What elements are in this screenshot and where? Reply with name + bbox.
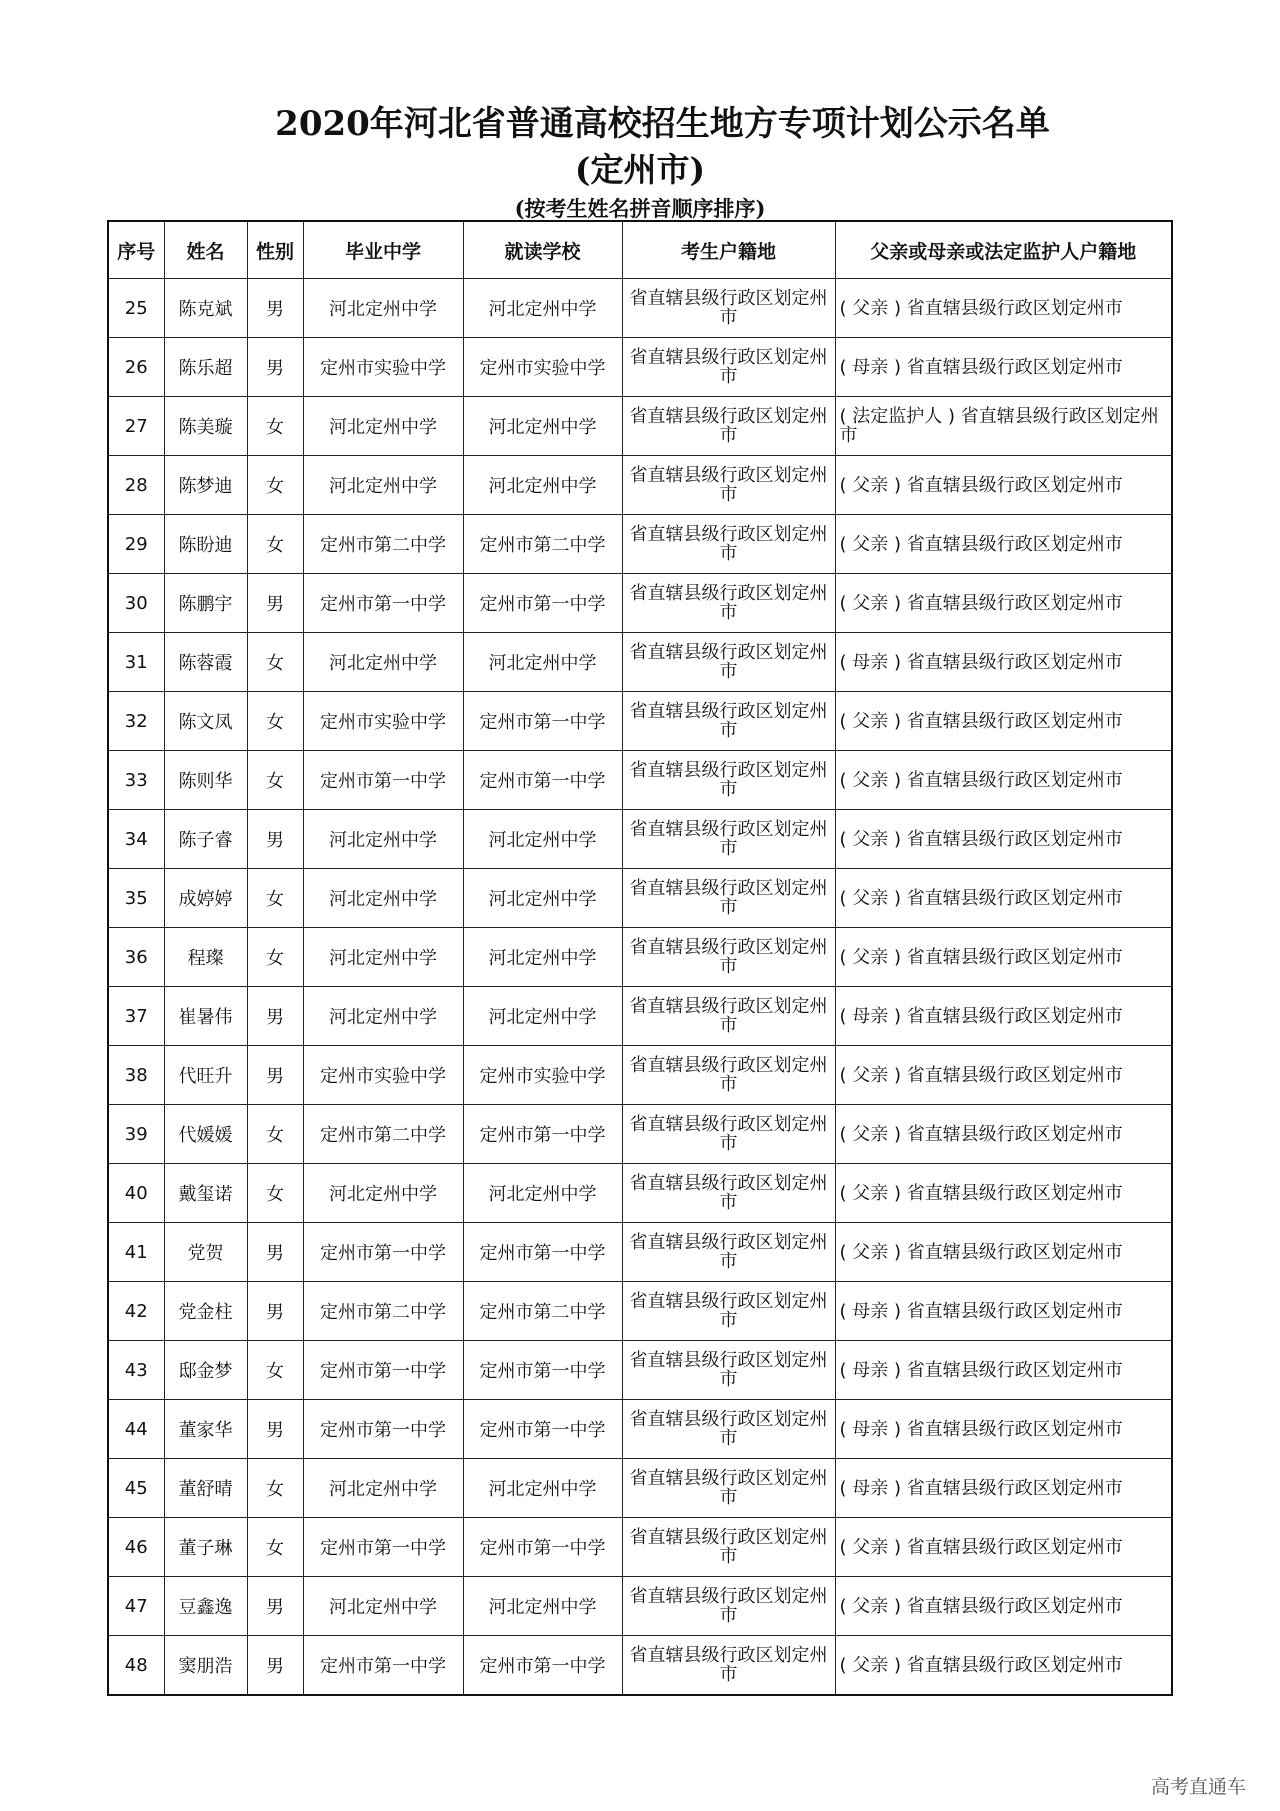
table-row [108,692,1172,751]
cell-graduation-school: 河北定州中学 [303,810,463,869]
cell-name: 邸金梦 [164,1341,247,1400]
cell-index: 41 [108,1223,164,1282]
cell-guardian-residence: ( 母亲 ) 省直辖县级行政区划定州市 [835,633,1172,692]
table-row [108,1518,1172,1577]
cell-student-residence: 省直辖县级行政区划定州市 [622,1518,835,1577]
cell-index: 27 [108,397,164,456]
cell-guardian-residence: ( 父亲 ) 省直辖县级行政区划定州市 [835,1164,1172,1223]
table-row [108,987,1172,1046]
cell-graduation-school: 河北定州中学 [303,1577,463,1636]
cell-student-residence: 省直辖县级行政区划定州市 [622,751,835,810]
cell-student-residence: 省直辖县级行政区划定州市 [622,1341,835,1400]
cell-guardian-residence: ( 父亲 ) 省直辖县级行政区划定州市 [835,1636,1172,1696]
cell-gender: 女 [247,869,303,928]
cell-name: 陈盼迪 [164,515,247,574]
table-row [108,456,1172,515]
cell-guardian-residence: ( 父亲 ) 省直辖县级行政区划定州市 [835,1046,1172,1105]
cell-guardian-residence: ( 父亲 ) 省直辖县级行政区划定州市 [835,1577,1172,1636]
cell-graduation-school: 定州市第一中学 [303,1341,463,1400]
sort-note: (按考生姓名拼音顺序排序) [514,196,766,221]
cell-student-residence: 省直辖县级行政区划定州市 [622,456,835,515]
cell-name: 崔暑伟 [164,987,247,1046]
cell-graduation-school: 河北定州中学 [303,397,463,456]
cell-name: 董舒晴 [164,1459,247,1518]
cell-guardian-residence: ( 父亲 ) 省直辖县级行政区划定州市 [835,456,1172,515]
cell-current-school: 河北定州中学 [463,869,622,928]
table-row [108,1223,1172,1282]
cell-gender: 女 [247,928,303,987]
cell-guardian-residence: ( 父亲 ) 省直辖县级行政区划定州市 [835,810,1172,869]
cell-name: 陈克斌 [164,279,247,338]
cell-guardian-residence: ( 父亲 ) 省直辖县级行政区划定州市 [835,574,1172,633]
cell-current-school: 定州市实验中学 [463,1046,622,1105]
watermark: 高考直通车 [1150,1776,1246,1798]
header-row [108,221,1172,279]
cell-index: 29 [108,515,164,574]
cell-index: 37 [108,987,164,1046]
cell-current-school: 河北定州中学 [463,1164,622,1223]
cell-gender: 女 [247,1459,303,1518]
cell-name: 成婷婷 [164,869,247,928]
cell-current-school: 河北定州中学 [463,1577,622,1636]
cell-guardian-residence: ( 父亲 ) 省直辖县级行政区划定州市 [835,1518,1172,1577]
table-row [108,1105,1172,1164]
cell-student-residence: 省直辖县级行政区划定州市 [622,574,835,633]
cell-guardian-residence: ( 父亲 ) 省直辖县级行政区划定州市 [835,751,1172,810]
cell-index: 39 [108,1105,164,1164]
cell-index: 34 [108,810,164,869]
header-current-school: 就读学校 [463,221,622,279]
table-row [108,751,1172,810]
cell-index: 31 [108,633,164,692]
cell-guardian-residence: ( 母亲 ) 省直辖县级行政区划定州市 [835,1282,1172,1341]
cell-gender: 男 [247,279,303,338]
cell-guardian-residence: ( 父亲 ) 省直辖县级行政区划定州市 [835,692,1172,751]
cell-current-school: 定州市第一中学 [463,1518,622,1577]
cell-gender: 女 [247,692,303,751]
cell-gender: 女 [247,1164,303,1223]
header-index: 序号 [108,221,164,279]
header-graduation-school: 毕业中学 [303,221,463,279]
cell-student-residence: 省直辖县级行政区划定州市 [622,692,835,751]
cell-gender: 男 [247,338,303,397]
header-student-residence: 考生户籍地 [622,221,835,279]
cell-student-residence: 省直辖县级行政区划定州市 [622,397,835,456]
table-row [108,515,1172,574]
cell-guardian-residence: ( 父亲 ) 省直辖县级行政区划定州市 [835,1223,1172,1282]
cell-name: 陈文凤 [164,692,247,751]
cell-index: 43 [108,1341,164,1400]
cell-current-school: 定州市第一中学 [463,692,622,751]
cell-guardian-residence: ( 父亲 ) 省直辖县级行政区划定州市 [835,279,1172,338]
cell-index: 32 [108,692,164,751]
cell-graduation-school: 定州市第一中学 [303,574,463,633]
cell-student-residence: 省直辖县级行政区划定州市 [622,1459,835,1518]
cell-graduation-school: 河北定州中学 [303,869,463,928]
cell-name: 党金柱 [164,1282,247,1341]
cell-index: 44 [108,1400,164,1459]
table-row [108,1400,1172,1459]
cell-gender: 男 [247,1400,303,1459]
cell-name: 陈鹏宇 [164,574,247,633]
cell-student-residence: 省直辖县级行政区划定州市 [622,1400,835,1459]
table-body [108,279,1172,1696]
cell-name: 陈乐超 [164,338,247,397]
cell-name: 戴玺诺 [164,1164,247,1223]
cell-index: 36 [108,928,164,987]
cell-gender: 男 [247,1636,303,1696]
table-row [108,869,1172,928]
cell-guardian-residence: ( 母亲 ) 省直辖县级行政区划定州市 [835,1400,1172,1459]
cell-index: 38 [108,1046,164,1105]
cell-index: 42 [108,1282,164,1341]
cell-index: 48 [108,1636,164,1696]
cell-name: 党贺 [164,1223,247,1282]
cell-student-residence: 省直辖县级行政区划定州市 [622,1636,835,1696]
table-row [108,928,1172,987]
table-row [108,574,1172,633]
cell-index: 30 [108,574,164,633]
cell-index: 35 [108,869,164,928]
table-row [108,1164,1172,1223]
cell-graduation-school: 定州市第一中学 [303,1636,463,1696]
header-name: 姓名 [164,221,247,279]
cell-name: 陈美璇 [164,397,247,456]
cell-current-school: 定州市第一中学 [463,1400,622,1459]
cell-student-residence: 省直辖县级行政区划定州市 [622,1223,835,1282]
cell-guardian-residence: ( 父亲 ) 省直辖县级行政区划定州市 [835,1105,1172,1164]
cell-gender: 女 [247,456,303,515]
cell-graduation-school: 定州市第一中学 [303,1400,463,1459]
cell-current-school: 定州市第一中学 [463,1636,622,1696]
document-subtitle: (定州市) [574,150,706,189]
cell-student-residence: 省直辖县级行政区划定州市 [622,515,835,574]
table-row [108,810,1172,869]
cell-name: 董家华 [164,1400,247,1459]
cell-student-residence: 省直辖县级行政区划定州市 [622,1164,835,1223]
cell-guardian-residence: ( 法定监护人 ) 省直辖县级行政区划定州市 [835,397,1172,456]
cell-index: 45 [108,1459,164,1518]
cell-current-school: 河北定州中学 [463,279,622,338]
cell-graduation-school: 定州市第二中学 [303,1282,463,1341]
header-guardian-residence: 父亲或母亲或法定监护人户籍地 [835,221,1172,279]
table-row [108,1341,1172,1400]
header-gender: 性别 [247,221,303,279]
cell-gender: 男 [247,987,303,1046]
cell-index: 40 [108,1164,164,1223]
table-row [108,338,1172,397]
cell-name: 董子琳 [164,1518,247,1577]
table-header [108,221,1172,279]
cell-current-school: 河北定州中学 [463,928,622,987]
cell-gender: 女 [247,1105,303,1164]
cell-index: 25 [108,279,164,338]
cell-graduation-school: 定州市实验中学 [303,1046,463,1105]
table-row [108,279,1172,338]
cell-student-residence: 省直辖县级行政区划定州市 [622,279,835,338]
cell-name: 代旺升 [164,1046,247,1105]
cell-index: 26 [108,338,164,397]
table-row [108,1282,1172,1341]
cell-gender: 女 [247,751,303,810]
cell-current-school: 河北定州中学 [463,397,622,456]
cell-guardian-residence: ( 母亲 ) 省直辖县级行政区划定州市 [835,338,1172,397]
cell-current-school: 定州市第一中学 [463,574,622,633]
cell-graduation-school: 定州市实验中学 [303,692,463,751]
cell-current-school: 定州市第二中学 [463,515,622,574]
cell-gender: 男 [247,1223,303,1282]
table-row [108,633,1172,692]
cell-graduation-school: 河北定州中学 [303,987,463,1046]
cell-graduation-school: 河北定州中学 [303,633,463,692]
cell-name: 窦朋浩 [164,1636,247,1696]
cell-graduation-school: 河北定州中学 [303,279,463,338]
cell-guardian-residence: ( 父亲 ) 省直辖县级行政区划定州市 [835,515,1172,574]
cell-graduation-school: 定州市第一中学 [303,1223,463,1282]
cell-gender: 男 [247,1282,303,1341]
cell-student-residence: 省直辖县级行政区划定州市 [622,1282,835,1341]
cell-index: 47 [108,1577,164,1636]
table-row [108,397,1172,456]
cell-gender: 男 [247,1046,303,1105]
roster-table [107,220,1173,1696]
cell-guardian-residence: ( 父亲 ) 省直辖县级行政区划定州市 [835,869,1172,928]
cell-guardian-residence: ( 母亲 ) 省直辖县级行政区划定州市 [835,987,1172,1046]
cell-current-school: 河北定州中学 [463,810,622,869]
cell-current-school: 河北定州中学 [463,1459,622,1518]
cell-guardian-residence: ( 母亲 ) 省直辖县级行政区划定州市 [835,1341,1172,1400]
cell-gender: 女 [247,397,303,456]
cell-name: 陈则华 [164,751,247,810]
cell-gender: 女 [247,1341,303,1400]
cell-current-school: 定州市第一中学 [463,1105,622,1164]
cell-student-residence: 省直辖县级行政区划定州市 [622,1577,835,1636]
cell-gender: 男 [247,810,303,869]
cell-student-residence: 省直辖县级行政区划定州市 [622,1046,835,1105]
cell-name: 陈梦迪 [164,456,247,515]
cell-gender: 女 [247,1518,303,1577]
cell-name: 代媛媛 [164,1105,247,1164]
cell-student-residence: 省直辖县级行政区划定州市 [622,338,835,397]
cell-name: 陈子睿 [164,810,247,869]
cell-graduation-school: 定州市实验中学 [303,338,463,397]
cell-student-residence: 省直辖县级行政区划定州市 [622,633,835,692]
cell-student-residence: 省直辖县级行政区划定州市 [622,810,835,869]
table-row [108,1636,1172,1696]
cell-graduation-school: 定州市第二中学 [303,1105,463,1164]
cell-student-residence: 省直辖县级行政区划定州市 [622,1105,835,1164]
cell-student-residence: 省直辖县级行政区划定州市 [622,869,835,928]
table-row [108,1577,1172,1636]
cell-current-school: 河北定州中学 [463,633,622,692]
cell-guardian-residence: ( 母亲 ) 省直辖县级行政区划定州市 [835,1459,1172,1518]
cell-student-residence: 省直辖县级行政区划定州市 [622,987,835,1046]
cell-index: 33 [108,751,164,810]
table-row [108,1046,1172,1105]
cell-graduation-school: 定州市第一中学 [303,1518,463,1577]
cell-current-school: 定州市第一中学 [463,1223,622,1282]
cell-name: 程璨 [164,928,247,987]
cell-graduation-school: 河北定州中学 [303,928,463,987]
cell-student-residence: 省直辖县级行政区划定州市 [622,928,835,987]
cell-gender: 男 [247,574,303,633]
document-title: 2020年河北省普通高校招生地方专项计划公示名单 [275,104,1050,144]
cell-index: 28 [108,456,164,515]
cell-gender: 女 [247,633,303,692]
cell-gender: 男 [247,1577,303,1636]
cell-index: 46 [108,1518,164,1577]
cell-graduation-school: 定州市第一中学 [303,751,463,810]
cell-name: 陈蓉霞 [164,633,247,692]
cell-current-school: 定州市第一中学 [463,751,622,810]
cell-gender: 女 [247,515,303,574]
cell-current-school: 定州市第二中学 [463,1282,622,1341]
title-block [0,100,1280,226]
table-row [108,1459,1172,1518]
cell-graduation-school: 定州市第二中学 [303,515,463,574]
cell-current-school: 河北定州中学 [463,456,622,515]
cell-graduation-school: 河北定州中学 [303,1459,463,1518]
cell-current-school: 定州市实验中学 [463,338,622,397]
cell-guardian-residence: ( 父亲 ) 省直辖县级行政区划定州市 [835,928,1172,987]
cell-graduation-school: 河北定州中学 [303,1164,463,1223]
cell-graduation-school: 河北定州中学 [303,456,463,515]
cell-name: 豆鑫逸 [164,1577,247,1636]
cell-current-school: 河北定州中学 [463,987,622,1046]
cell-current-school: 定州市第一中学 [463,1341,622,1400]
